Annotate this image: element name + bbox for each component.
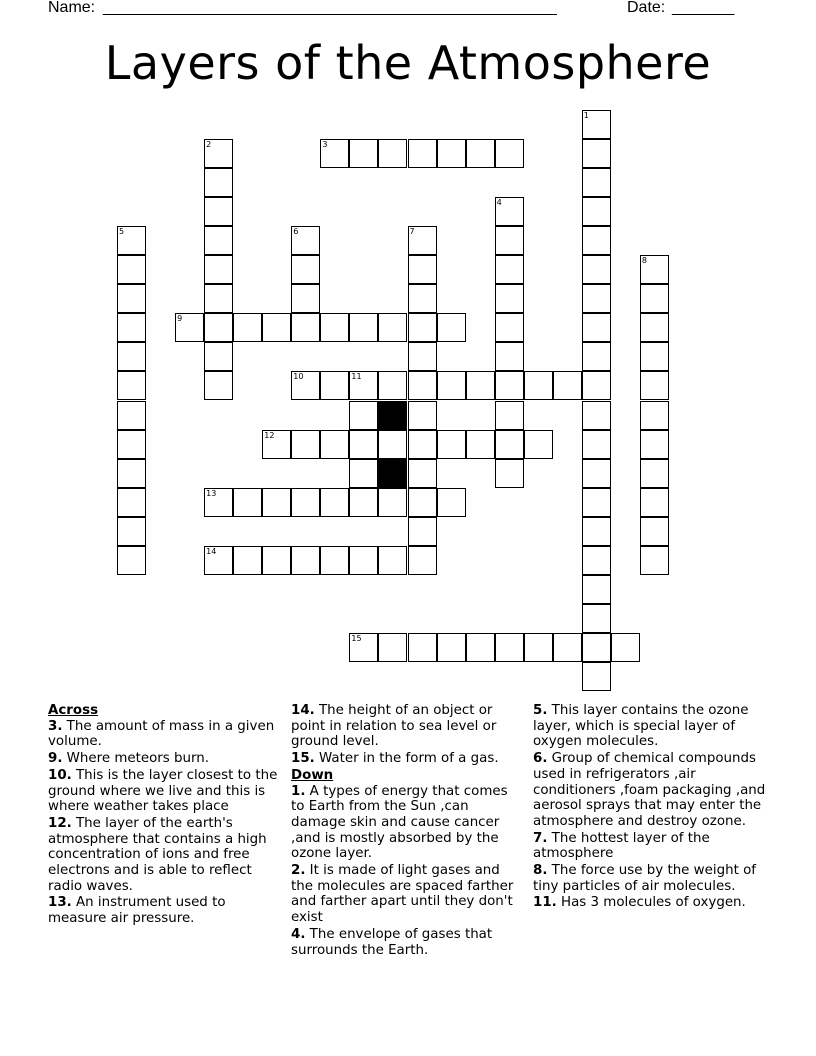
clues-column-2 <box>291 703 521 959</box>
grid-cell[interactable] <box>262 488 291 517</box>
grid-cell[interactable] <box>466 139 495 168</box>
grid-cell[interactable] <box>466 430 495 459</box>
grid-cell[interactable] <box>204 371 233 400</box>
clue-number: 7 <box>409 227 415 237</box>
grid-cell[interactable] <box>640 313 669 342</box>
grid-cell[interactable] <box>582 488 611 517</box>
grid-cell[interactable] <box>437 633 466 662</box>
grid-cell[interactable] <box>291 226 320 255</box>
grid-cell[interactable] <box>582 430 611 459</box>
name-label: Name: <box>48 0 96 16</box>
grid-cell[interactable] <box>349 546 378 575</box>
grid-cell[interactable] <box>582 662 611 691</box>
grid-cell[interactable] <box>582 226 611 255</box>
grid-cell[interactable] <box>320 139 349 168</box>
clue-number: 8 <box>641 256 647 266</box>
clue-number: 4 <box>496 198 502 208</box>
clue-number: 11 <box>351 372 362 382</box>
date-field[interactable]: _______ <box>672 0 735 16</box>
grid-cell[interactable] <box>408 226 437 255</box>
grid-cell[interactable] <box>495 255 524 284</box>
clues-column-3 <box>533 703 768 912</box>
grid-cell[interactable] <box>204 168 233 197</box>
page-title: Layers of the Atmosphere <box>104 36 712 90</box>
grid-cell[interactable] <box>204 226 233 255</box>
grid-cell[interactable] <box>437 139 466 168</box>
grid-cell[interactable] <box>524 371 553 400</box>
grid-cell[interactable] <box>582 371 611 400</box>
grid-cell[interactable] <box>408 633 437 662</box>
grid-cell[interactable] <box>466 371 495 400</box>
grid-cell[interactable] <box>378 371 407 400</box>
clue-number: 13 <box>206 488 217 498</box>
grid-cell[interactable] <box>378 313 407 342</box>
grid-cell[interactable] <box>582 255 611 284</box>
grid-cell[interactable] <box>582 604 611 633</box>
grid-cell[interactable] <box>320 488 349 517</box>
grid-cell[interactable] <box>262 313 291 342</box>
grid-cell[interactable] <box>495 459 524 488</box>
clue-number: 1 <box>583 111 589 120</box>
grid-cell[interactable] <box>582 342 611 371</box>
grid-cell[interactable] <box>378 139 407 168</box>
clue-down-4: 4. The envelope of gases that surrounds the Earth. <box>291 926 493 958</box>
grid-cell[interactable] <box>378 488 407 517</box>
grid-cell[interactable] <box>349 139 378 168</box>
grid-cell[interactable] <box>349 488 378 517</box>
grid-cell[interactable] <box>291 255 320 284</box>
grid-cell[interactable] <box>204 139 233 168</box>
grid-cell[interactable] <box>524 430 553 459</box>
grid-cell[interactable] <box>408 313 437 342</box>
grid-cell[interactable] <box>437 488 466 517</box>
grid-cell[interactable] <box>291 313 320 342</box>
grid-cell[interactable] <box>611 633 640 662</box>
grid-cell[interactable] <box>378 546 407 575</box>
grid-cell[interactable] <box>582 546 611 575</box>
grid-cell[interactable] <box>495 342 524 371</box>
grid-cell[interactable] <box>495 633 524 662</box>
grid-cell[interactable] <box>408 401 437 430</box>
grid-cell[interactable] <box>117 342 146 371</box>
clue-down-8: 8. The force use by the weight of tiny particles of air molecules. <box>533 863 756 894</box>
grid-cell[interactable] <box>553 371 582 400</box>
grid-cell[interactable] <box>320 546 349 575</box>
grid-cell[interactable] <box>582 110 611 139</box>
grid-cell[interactable] <box>408 139 437 168</box>
grid-cell[interactable] <box>582 633 611 662</box>
grid-cell[interactable] <box>582 139 611 168</box>
grid-cell[interactable] <box>640 546 669 575</box>
black-cell <box>378 401 407 430</box>
grid-cell[interactable] <box>495 197 524 226</box>
grid-cell[interactable] <box>582 459 611 488</box>
date-label: Date: <box>627 0 666 16</box>
grid-cell[interactable] <box>117 284 146 313</box>
grid-cell[interactable] <box>495 226 524 255</box>
grid-cell[interactable] <box>408 546 437 575</box>
grid-cell[interactable] <box>233 313 262 342</box>
grid-cell[interactable] <box>349 430 378 459</box>
grid-cell[interactable] <box>320 313 349 342</box>
grid-cell[interactable] <box>349 633 378 662</box>
grid-cell[interactable] <box>640 401 669 430</box>
grid-cell[interactable] <box>204 197 233 226</box>
clues-column-1 <box>48 703 283 928</box>
grid-cell[interactable] <box>349 459 378 488</box>
grid-cell[interactable] <box>553 633 582 662</box>
grid-cell[interactable] <box>378 633 407 662</box>
grid-cell[interactable] <box>291 430 320 459</box>
grid-cell[interactable] <box>408 342 437 371</box>
clue-down-6: 6. Group of chemical compounds used in refrigerators ,air conditioners ,foam packaging ,and aerosol sprays that may enter the atmosphere and destroy ozone. <box>533 751 766 829</box>
grid-cell[interactable] <box>117 255 146 284</box>
grid-cell[interactable] <box>204 284 233 313</box>
grid-cell[interactable] <box>582 168 611 197</box>
clue-number: 12 <box>264 430 275 440</box>
clue-across-15: 15. Water in the form of a gas. <box>291 751 499 767</box>
clue-down-11: 11. Has 3 molecules of oxygen. <box>533 895 746 911</box>
clue-number: 6 <box>293 227 299 237</box>
down-heading: Down <box>291 767 334 783</box>
clue-down-1: 1. A types of energy that comes to Earth from the Sun ,can damage skin and cause cancer ,and is mostly absorbed by the ozone layer. <box>291 783 508 862</box>
grid-cell[interactable] <box>117 401 146 430</box>
grid-cell[interactable] <box>582 197 611 226</box>
grid-cell[interactable] <box>291 546 320 575</box>
grid-cell[interactable] <box>233 488 262 517</box>
clue-down-5: 5. This layer contains the ozone layer, which is special layer of oxygen molecules. <box>533 703 749 750</box>
grid-cell[interactable] <box>204 313 233 342</box>
name-field[interactable]: ___________________________________________________ <box>103 0 557 16</box>
grid-cell[interactable] <box>437 371 466 400</box>
grid-cell[interactable] <box>640 459 669 488</box>
grid-cell[interactable] <box>117 226 146 255</box>
grid-cell[interactable] <box>640 488 669 517</box>
grid-cell[interactable] <box>349 401 378 430</box>
clue-across-10: 10. This is the layer closest to the ground where we live and this is where weather takes place <box>48 767 278 815</box>
grid-cell[interactable] <box>291 371 320 400</box>
grid-cell[interactable] <box>233 546 262 575</box>
grid-cell[interactable] <box>582 313 611 342</box>
grid-cell[interactable] <box>117 546 146 575</box>
grid-cell[interactable] <box>117 517 146 546</box>
grid-cell[interactable] <box>117 430 146 459</box>
grid-cell[interactable] <box>204 255 233 284</box>
grid-cell[interactable] <box>408 488 437 517</box>
clue-across-12: 12. The layer of the earth's atmosphere that contains a high concentration of ions and free electrons and is able to reflect radio waves. <box>48 815 267 894</box>
grid-cell[interactable] <box>582 401 611 430</box>
grid-cell[interactable] <box>495 139 524 168</box>
clue-number: 2 <box>206 140 212 150</box>
clue-number: 15 <box>351 633 362 643</box>
grid-cell[interactable] <box>117 459 146 488</box>
clue-number: 14 <box>206 546 217 556</box>
clue-number: 10 <box>293 372 304 382</box>
grid-cell[interactable] <box>408 430 437 459</box>
clue-number: 3 <box>322 140 328 150</box>
grid-cell[interactable] <box>582 517 611 546</box>
clue-number: 9 <box>177 314 183 324</box>
grid-cell[interactable] <box>495 313 524 342</box>
grid-cell[interactable] <box>408 255 437 284</box>
grid-cell[interactable] <box>466 633 495 662</box>
clue-across-13: 13. An instrument used to measure air pressure. <box>48 895 226 927</box>
grid-cell[interactable] <box>437 313 466 342</box>
grid-cell[interactable] <box>408 371 437 400</box>
clue-across-3: 3. The amount of mass in a given volume. <box>48 718 275 750</box>
grid-cell[interactable] <box>320 430 349 459</box>
grid-cell[interactable] <box>408 459 437 488</box>
grid-cell[interactable] <box>640 517 669 546</box>
grid-cell[interactable] <box>204 342 233 371</box>
grid-cell[interactable] <box>640 255 669 284</box>
grid-cell[interactable] <box>291 488 320 517</box>
grid-cell[interactable] <box>408 284 437 313</box>
grid-cell[interactable] <box>175 313 204 342</box>
grid-cell[interactable] <box>495 371 524 400</box>
clue-down-7: 7. The hottest layer of the atmosphere <box>533 830 710 862</box>
black-cell <box>378 459 407 488</box>
across-heading: Across <box>48 703 99 718</box>
grid-cell[interactable] <box>495 284 524 313</box>
grid-cell[interactable] <box>378 430 407 459</box>
grid-cell[interactable] <box>640 430 669 459</box>
grid-cell[interactable] <box>262 546 291 575</box>
grid-cell[interactable] <box>582 575 611 604</box>
grid-cell[interactable] <box>204 546 233 575</box>
clue-number: 5 <box>119 227 125 237</box>
grid-cell[interactable] <box>582 284 611 313</box>
grid-cell[interactable] <box>640 371 669 400</box>
grid-cell[interactable] <box>117 313 146 342</box>
clue-across-14: 14. The height of an object or point in relation to sea level or ground level. <box>291 703 497 750</box>
clue-across-9: 9. Where meteors burn. <box>48 751 210 767</box>
grid-cell[interactable] <box>640 342 669 371</box>
grid-cell[interactable] <box>320 371 349 400</box>
grid-cell[interactable] <box>640 284 669 313</box>
grid-cell[interactable] <box>349 313 378 342</box>
grid-cell[interactable] <box>117 371 146 400</box>
grid-cell[interactable] <box>495 430 524 459</box>
grid-cell[interactable] <box>117 488 146 517</box>
grid-cell[interactable] <box>437 430 466 459</box>
grid-cell[interactable] <box>291 284 320 313</box>
grid-cell[interactable] <box>204 488 233 517</box>
grid-cell[interactable] <box>524 633 553 662</box>
grid-cell[interactable] <box>262 430 291 459</box>
grid-cell[interactable] <box>408 517 437 546</box>
clue-down-2: 2. It is made of light gases and the molecules are spaced farther and farther apart until they don't exist <box>291 863 514 926</box>
grid-cell[interactable] <box>495 401 524 430</box>
grid-cell[interactable] <box>349 371 378 400</box>
